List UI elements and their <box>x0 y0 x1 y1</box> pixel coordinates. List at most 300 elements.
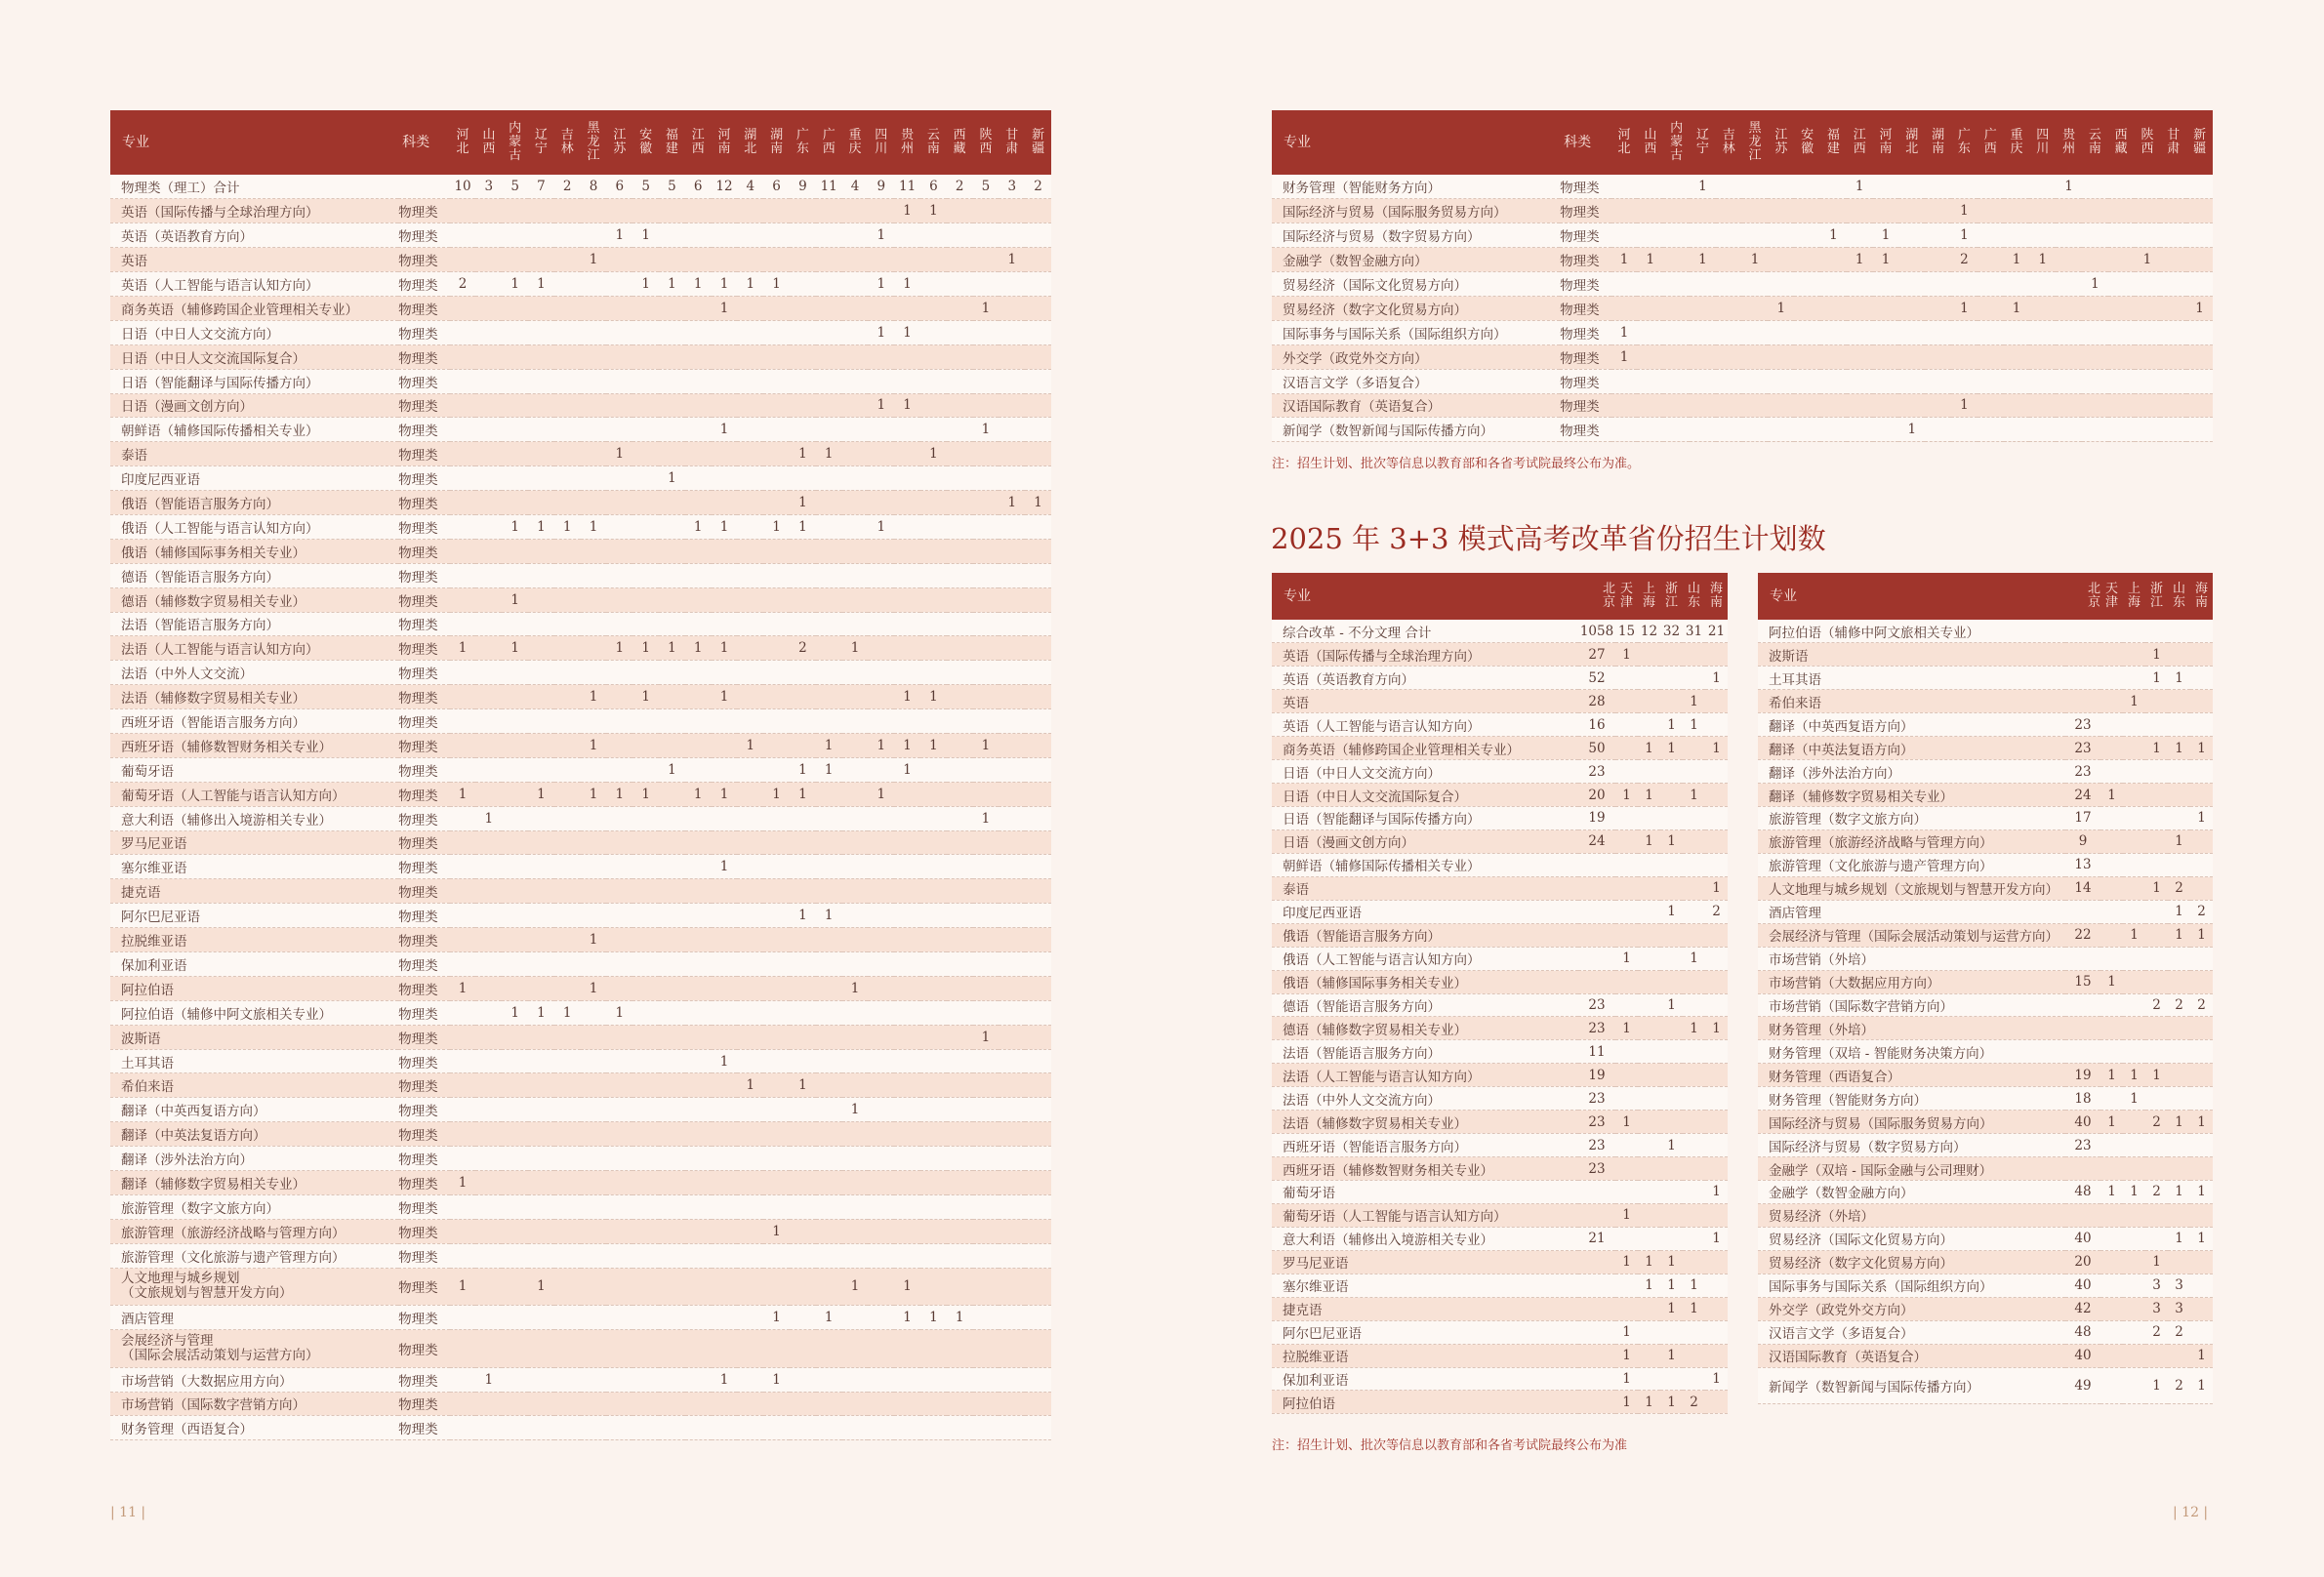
plan-count <box>581 636 607 661</box>
plan-count <box>606 587 632 612</box>
plan-count <box>1638 993 1660 1017</box>
major-name: 国际经济与贸易（数字贸易方向） <box>1272 223 1560 248</box>
plan-count <box>1742 223 1769 248</box>
plan-count <box>920 1098 947 1122</box>
table-row <box>1758 876 2213 900</box>
plan-count <box>1925 199 1951 223</box>
plan-count <box>581 393 607 418</box>
plan-count <box>1847 296 1873 320</box>
major-name: 日语（中日人文交流国际复合） <box>110 344 398 369</box>
plan-count <box>1578 853 1615 876</box>
plan-count <box>790 1049 816 1073</box>
major-name: 捷克语 <box>110 879 398 904</box>
plan-count <box>868 563 894 587</box>
plan-count <box>2100 1134 2123 1157</box>
plan-count <box>528 418 554 442</box>
major-name: 外交学（政党外交方向） <box>1272 344 1560 369</box>
plan-count <box>947 879 973 904</box>
plan-count <box>606 709 632 734</box>
plan-count <box>1578 900 1615 923</box>
plan-count <box>2190 1017 2213 1040</box>
plan-count <box>2160 320 2186 344</box>
plan-count <box>685 612 712 636</box>
plan-count <box>1660 876 1683 900</box>
major-name: 朝鲜语（辅修国际传播相关专业） <box>1272 853 1578 876</box>
subject-type: 物理类 <box>1560 369 1611 393</box>
plan-count <box>842 928 869 952</box>
plan-count <box>1690 344 1716 369</box>
header-province: 广 西 <box>1977 110 2004 175</box>
plan-count: 1 <box>1683 1297 1705 1320</box>
plan-count <box>1637 223 1663 248</box>
plan-count <box>894 1243 920 1268</box>
plan-count: 1 <box>1683 947 1705 970</box>
plan-count <box>2186 418 2213 442</box>
plan-count <box>712 320 738 344</box>
plan-count <box>475 636 502 661</box>
plan-count <box>475 418 502 442</box>
plan-count <box>894 952 920 977</box>
plan-count <box>2056 418 2082 442</box>
plan-count <box>2145 1227 2168 1250</box>
major-name: 俄语（辅修国际事务相关专业） <box>110 539 398 563</box>
plan-count <box>973 1171 999 1195</box>
plan-count <box>450 418 476 442</box>
table-row <box>110 1268 1051 1306</box>
plan-count <box>502 1268 528 1306</box>
plan-count <box>947 1194 973 1219</box>
plan-count: 1 <box>1742 248 1769 272</box>
plan-count <box>816 1392 842 1416</box>
plan-count <box>816 491 842 515</box>
plan-count: 1 <box>763 782 790 806</box>
plan-count <box>920 539 947 563</box>
plan-count <box>2190 947 2213 970</box>
plan-count: 1 <box>450 782 476 806</box>
plan-count <box>920 1000 947 1025</box>
plan-count <box>1638 1064 1660 1087</box>
plan-count <box>2100 1344 2123 1367</box>
major-name: 希伯来语 <box>1758 690 2065 713</box>
plan-count <box>554 1147 581 1171</box>
plan-count <box>528 1073 554 1098</box>
plan-count <box>920 1194 947 1219</box>
plan-count <box>2190 713 2213 737</box>
plan-count <box>999 514 1025 539</box>
plan-count <box>790 199 816 223</box>
plan-count <box>659 1330 685 1368</box>
plan-count <box>842 830 869 855</box>
header-province: 西 藏 <box>947 110 973 175</box>
plan-count <box>947 587 973 612</box>
plan-count <box>2082 199 2108 223</box>
plan-count <box>790 248 816 272</box>
plan-count <box>554 1416 581 1440</box>
plan-count: 1 <box>1638 1391 1660 1414</box>
plan-count <box>2004 199 2030 223</box>
plan-count: 1 <box>2168 829 2190 853</box>
plan-count <box>1690 418 1716 442</box>
plan-count <box>450 369 476 393</box>
plan-count <box>920 1330 947 1368</box>
plan-count <box>790 393 816 418</box>
plan-count <box>606 928 632 952</box>
plan-count <box>1683 853 1705 876</box>
plan-count <box>842 1306 869 1330</box>
plan-count <box>2056 248 2082 272</box>
plan-count <box>475 952 502 977</box>
plan-count <box>475 1073 502 1098</box>
plan-count <box>894 442 920 466</box>
plan-count: 1 <box>894 1306 920 1330</box>
plan-count: 11 <box>816 175 842 199</box>
plan-count <box>894 1147 920 1171</box>
subject-type: 物理类 <box>398 636 450 661</box>
plan-count <box>2100 1203 2123 1227</box>
plan-count <box>1705 993 1728 1017</box>
header-province: 云 南 <box>920 110 947 175</box>
plan-count: 1 <box>1705 876 1728 900</box>
table-row <box>1272 1297 1728 1320</box>
plan-count <box>1683 993 1705 1017</box>
plan-count <box>2108 369 2135 393</box>
plan-count <box>842 491 869 515</box>
plan-count <box>450 223 476 248</box>
plan-count: 3 <box>2145 1274 2168 1297</box>
plan-count: 1 <box>475 806 502 830</box>
table-row <box>1272 1227 1728 1250</box>
table-row <box>110 1147 1051 1171</box>
plan-count <box>842 1243 869 1268</box>
plan-count <box>920 636 947 661</box>
plan-count <box>659 1268 685 1306</box>
plan-count <box>502 928 528 952</box>
subject-type: 物理类 <box>398 928 450 952</box>
table-row <box>110 514 1051 539</box>
table-row <box>1272 1157 1728 1181</box>
plan-count <box>894 1073 920 1098</box>
plan-count <box>581 272 607 297</box>
plan-count <box>712 612 738 636</box>
plan-count <box>842 223 869 248</box>
plan-count <box>868 1073 894 1098</box>
plan-count <box>659 879 685 904</box>
plan-count <box>1025 466 1051 491</box>
plan-count: 1 <box>2145 876 2168 900</box>
plan-count <box>659 539 685 563</box>
plan-count <box>999 369 1025 393</box>
plan-count <box>450 757 476 782</box>
plan-count: 1 <box>2082 272 2108 297</box>
plan-count: 1 <box>894 199 920 223</box>
plan-count <box>659 1098 685 1122</box>
plan-count <box>1615 1227 1638 1250</box>
plan-count <box>1025 1073 1051 1098</box>
plan-count <box>1025 418 1051 442</box>
plan-count: 1 <box>2100 784 2123 807</box>
plan-count <box>763 320 790 344</box>
plan-count <box>632 1171 659 1195</box>
header-province: 陕 西 <box>973 110 999 175</box>
plan-count <box>2029 296 2056 320</box>
plan-count <box>450 661 476 685</box>
plan-count <box>2065 620 2100 643</box>
plan-count <box>790 1330 816 1368</box>
major-name: 旅游管理（数字文旅方向） <box>1758 807 2065 830</box>
plan-count <box>1637 418 1663 442</box>
plan-count <box>581 296 607 320</box>
plan-count <box>1716 393 1742 418</box>
plan-count <box>790 1416 816 1440</box>
plan-count <box>685 320 712 344</box>
plan-count <box>1578 1203 1615 1227</box>
plan-count <box>712 709 738 734</box>
plan-count <box>581 757 607 782</box>
plan-count <box>712 1147 738 1171</box>
plan-count <box>1025 636 1051 661</box>
plan-count <box>450 1098 476 1122</box>
plan-count <box>842 1330 869 1368</box>
table-row <box>1272 829 1728 853</box>
plan-count <box>1847 272 1873 297</box>
major-name: 财务管理（西语复合） <box>1758 1064 2065 1087</box>
plan-count <box>502 1194 528 1219</box>
subject-type: 物理类 <box>398 830 450 855</box>
plan-count: 1 <box>502 587 528 612</box>
plan-count <box>763 1392 790 1416</box>
plan-count <box>685 1098 712 1122</box>
plan-count <box>1925 248 1951 272</box>
table-row <box>1272 296 2213 320</box>
plan-count <box>920 344 947 369</box>
plan-count <box>790 976 816 1000</box>
plan-count: 10 <box>450 175 476 199</box>
plan-count <box>816 1073 842 1098</box>
plan-count <box>2100 1157 2123 1181</box>
plan-count <box>999 539 1025 563</box>
plan-count <box>2160 272 2186 297</box>
plan-count <box>475 272 502 297</box>
plan-count <box>2123 1157 2145 1181</box>
plan-count <box>528 636 554 661</box>
plan-count <box>1638 876 1660 900</box>
plan-count: 1 <box>1638 784 1660 807</box>
plan-count <box>1683 1203 1705 1227</box>
plan-count <box>947 733 973 757</box>
plan-count <box>2190 1274 2213 1297</box>
plan-count <box>2065 1203 2100 1227</box>
plan-count <box>1660 643 1683 667</box>
subject-type: 物理类 <box>398 855 450 879</box>
plan-count <box>973 1122 999 1147</box>
major-name: 西班牙语（辅修数智财务相关专业） <box>110 733 398 757</box>
plan-count <box>554 539 581 563</box>
plan-count <box>632 1330 659 1368</box>
plan-count <box>737 757 763 782</box>
plan-count <box>712 757 738 782</box>
plan-count <box>502 1367 528 1392</box>
plan-count: 1 <box>712 782 738 806</box>
plan-count <box>581 1171 607 1195</box>
major-name: 英语（国际传播与全球治理方向） <box>1272 643 1578 667</box>
plan-count <box>632 879 659 904</box>
plan-count <box>450 466 476 491</box>
plan-count <box>1925 393 1951 418</box>
plan-count <box>973 199 999 223</box>
plan-count <box>894 1392 920 1416</box>
plan-count <box>475 879 502 904</box>
plan-count <box>1716 320 1742 344</box>
plan-count <box>632 587 659 612</box>
plan-count <box>973 223 999 248</box>
plan-count <box>1794 320 1820 344</box>
plan-count <box>502 685 528 709</box>
plan-count <box>763 1000 790 1025</box>
plan-count <box>528 539 554 563</box>
plan-count: 1 <box>712 855 738 879</box>
plan-count <box>581 1219 607 1243</box>
plan-count <box>790 344 816 369</box>
plan-count <box>947 904 973 928</box>
plan-count <box>763 1147 790 1171</box>
plan-count <box>1898 393 1925 418</box>
table-row <box>1758 1087 2213 1111</box>
plan-count <box>2100 1250 2123 1274</box>
plan-count: 1 <box>1660 1297 1683 1320</box>
plan-count <box>581 855 607 879</box>
plan-count <box>842 1171 869 1195</box>
plan-count <box>2065 947 2100 970</box>
plan-count: 1 <box>1705 1367 1728 1391</box>
table-row <box>1272 760 1728 784</box>
plan-count <box>1660 1227 1683 1250</box>
plan-count <box>1977 320 2004 344</box>
plan-count <box>581 1367 607 1392</box>
major-name: 葡萄牙语 <box>1272 1181 1578 1204</box>
table-row <box>1272 900 1728 923</box>
plan-count <box>868 709 894 734</box>
table-row <box>1272 1017 1728 1040</box>
plan-count <box>1925 175 1951 199</box>
plan-count <box>1820 344 1847 369</box>
plan-count <box>1638 1134 1660 1157</box>
plan-count: 6 <box>606 175 632 199</box>
header-province: 辽 宁 <box>1690 110 1716 175</box>
plan-count <box>2168 1203 2190 1227</box>
plan-count <box>450 1147 476 1171</box>
table-row <box>1272 1040 1728 1064</box>
plan-count <box>1025 1367 1051 1392</box>
plan-count <box>450 248 476 272</box>
plan-count <box>2029 175 2056 199</box>
plan-count <box>712 1416 738 1440</box>
plan-count <box>868 904 894 928</box>
plan-count <box>712 1171 738 1195</box>
plan-count <box>581 466 607 491</box>
plan-count <box>659 491 685 515</box>
plan-count: 1 <box>2190 1367 2213 1403</box>
plan-count: 1 <box>973 296 999 320</box>
plan-count <box>581 612 607 636</box>
plan-count: 1 <box>581 928 607 952</box>
plan-count <box>737 1330 763 1368</box>
plan-count <box>973 1367 999 1392</box>
major-name: 泰语 <box>1272 876 1578 900</box>
plan-count <box>502 491 528 515</box>
plan-count: 5 <box>973 175 999 199</box>
subject-type: 物理类 <box>1560 344 1611 369</box>
plan-count <box>2168 643 2190 667</box>
plan-count <box>1638 923 1660 947</box>
plan-count <box>712 563 738 587</box>
plan-count <box>1660 667 1683 690</box>
plan-count <box>1611 199 1638 223</box>
plan-count: 1 <box>1705 737 1728 760</box>
plan-count <box>2190 1087 2213 1111</box>
plan-count: 1 <box>606 636 632 661</box>
plan-count <box>920 1147 947 1171</box>
plan-count: 5 <box>632 175 659 199</box>
plan-count <box>659 782 685 806</box>
plan-count: 1 <box>1615 1391 1638 1414</box>
major-name: 国际经济与贸易（国际服务贸易方向） <box>1758 1111 2065 1134</box>
major-name: 希伯来语 <box>110 1073 398 1098</box>
plan-count <box>868 418 894 442</box>
plan-count: 1 <box>1873 223 1899 248</box>
plan-count <box>737 1025 763 1049</box>
table-row <box>1272 1111 1728 1134</box>
plan-count <box>947 1416 973 1440</box>
plan-count <box>502 904 528 928</box>
plan-count: 15 <box>1615 620 1638 643</box>
plan-count <box>2123 760 2145 784</box>
plan-count <box>685 757 712 782</box>
plan-count <box>685 563 712 587</box>
plan-count <box>659 248 685 272</box>
plan-count: 2 <box>1951 248 1977 272</box>
plan-count <box>1638 807 1660 830</box>
plan-count <box>554 830 581 855</box>
plan-count: 1 <box>1660 1344 1683 1367</box>
header-province: 湖 南 <box>763 110 790 175</box>
plan-count <box>999 952 1025 977</box>
plan-count <box>450 830 476 855</box>
plan-count <box>632 1194 659 1219</box>
table-row <box>1758 690 2213 713</box>
plan-count: 1 <box>2100 970 2123 993</box>
major-name: 新闻学（数智新闻与国际传播方向） <box>1272 418 1560 442</box>
plan-count <box>712 661 738 685</box>
plan-count <box>2100 1087 2123 1111</box>
plan-count: 2 <box>2168 1320 2190 1344</box>
plan-count <box>1025 1268 1051 1306</box>
plan-count <box>554 393 581 418</box>
plan-count <box>1705 1391 1728 1414</box>
plan-count <box>581 661 607 685</box>
plan-count: 1 <box>712 514 738 539</box>
plan-count <box>475 539 502 563</box>
plan-count <box>947 199 973 223</box>
plan-count <box>973 1073 999 1098</box>
plan-count <box>2029 320 2056 344</box>
table-row <box>110 539 1051 563</box>
plan-count <box>868 1392 894 1416</box>
major-name: 翻译（辅修数字贸易相关专业） <box>1758 784 2065 807</box>
plan-count: 6 <box>763 175 790 199</box>
plan-count <box>842 1025 869 1049</box>
plan-count: 1 <box>450 976 476 1000</box>
plan-count <box>790 563 816 587</box>
